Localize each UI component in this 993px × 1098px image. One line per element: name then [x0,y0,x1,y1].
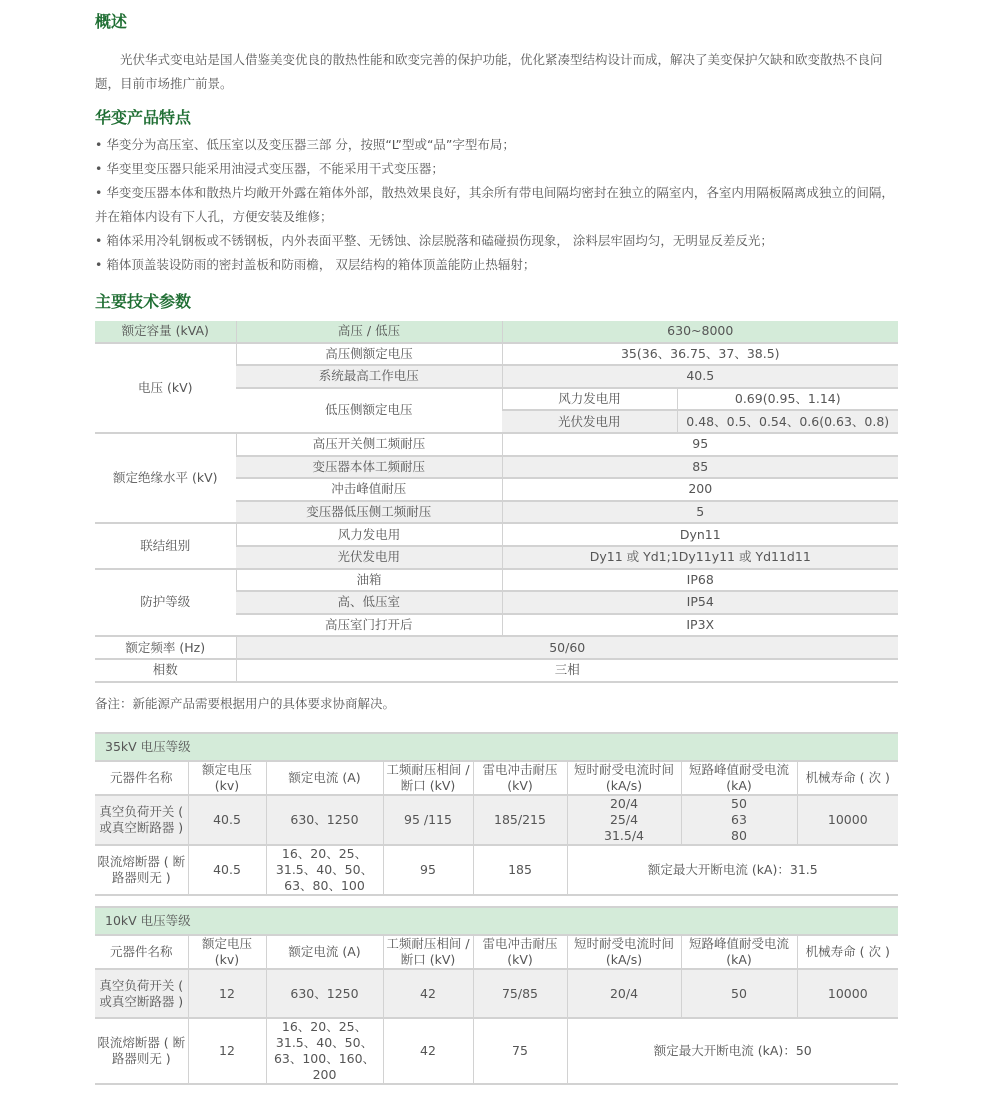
cell: 16、20、25、31.5、40、50、63、100、160、200 [266,1018,383,1084]
feature-item: • 箱体采用冷轧钢板或不锈钢板，内外表面平整、无锈蚀、涂层脱落和磕碰损伤现象， 涂料层牢固均匀，无明显反差反光； [95,233,773,248]
cell: 系统最高工作电压 [236,365,502,388]
features-list [95,133,900,277]
table-row [95,795,898,845]
cell: 风力发电用 [502,388,677,411]
cell: 20/4 25/4 31.5/4 [567,795,681,845]
cell: 电压 (kV) [95,343,236,433]
cell: 40.5 [502,365,898,388]
feature-item: • 华变分为高压室、低压室以及变压器三部 分，按照“L”型或“品”字型布局； [95,137,515,152]
caption: 35kV 电压等级 [95,733,898,761]
cell: 630、1250 [266,969,383,1018]
cell: 5 [502,501,898,524]
col-header: 额定电压 (kv) [188,761,266,795]
cell: 95 [383,845,473,895]
table-35kv [95,732,898,896]
col-header: 短时耐受电流时间 (kA/s) [567,935,681,969]
col-header: 雷电冲击耐压 (kV) [473,761,567,795]
cell: 42 [383,1018,473,1084]
table-row [95,845,898,895]
cell: 85 [502,456,898,479]
cell: 0.48、0.5、0.54、0.6(0.63、0.8) [677,410,898,433]
col-header: 短时耐受电流时间 (kA/s) [567,761,681,795]
cell: 高压 / 低压 [236,321,502,343]
cell: 20/4 [567,969,681,1018]
table-row [95,433,898,456]
cell: 额定频率 (Hz) [95,636,236,659]
col-header: 工频耐压相间 / 断口 (kV) [383,761,473,795]
cell: 75/85 [473,969,567,1018]
cell: 高、低压室 [236,591,502,614]
params-title: 主要技术参数 [95,292,192,311]
cell: 50/60 [236,636,898,659]
cell: 油箱 [236,569,502,592]
cell: 额定最大开断电流 (kA)：50 [567,1018,898,1084]
cell: 42 [383,969,473,1018]
table-row [95,659,898,682]
cell: 40.5 [188,795,266,845]
col-header: 机械寿命 ( 次 ) [797,761,898,795]
cell: 12 [188,969,266,1018]
cell: 额定容量 (kVA) [95,321,236,343]
cell: 联结组别 [95,523,236,568]
cell: 高压开关侧工频耐压 [236,433,502,456]
cell: 高压室门打开后 [236,614,502,637]
cell: 变压器低压侧工频耐压 [236,501,502,524]
table-caption-row [95,907,898,935]
header-row [95,761,898,795]
cell: 40.5 [188,845,266,895]
table-row [95,969,898,1018]
col-header: 短路峰值耐受电流 (kA) [681,761,797,795]
col-header: 机械寿命 ( 次 ) [797,935,898,969]
table-row [95,569,898,592]
cell: Dy11 或 Yd1;1Dy11y11 或 Yd11d11 [502,546,898,569]
cell: 50 63 80 [681,795,797,845]
table-10kv [95,906,898,1085]
params-table [95,321,898,683]
features-title: 华变产品特点 [95,108,192,127]
feature-item: • 箱体顶盖装设防雨的密封盖板和防雨檐， 双层结构的箱体顶盖能防止热辐射； [95,257,536,272]
cell: 630、1250 [266,795,383,845]
cell: 95 [502,433,898,456]
cell: 限流熔断器 ( 断路器则无 ) [95,845,188,895]
cell: 10000 [797,969,898,1018]
cell: 185/215 [473,795,567,845]
cell: 95 /115 [383,795,473,845]
cell: 75 [473,1018,567,1084]
col-header: 工频耐压相间 / 断口 (kV) [383,935,473,969]
col-header: 短路峰值耐受电流 (kA) [681,935,797,969]
cell: 防护等级 [95,569,236,637]
table-row [95,636,898,659]
cell: 630~8000 [502,321,898,343]
feature-item: • 华变变压器本体和散热片均敞开外露在箱体外部，散热效果良好，其余所有带电间隔均密封在独立的隔室内，各室内用隔板隔离成独立的间隔，并在箱体内设有下人孔，方便安装及维修； [95,185,894,224]
cell: 高压侧额定电压 [236,343,502,366]
cell: 额定最大开断电流 (kA)：31.5 [567,845,898,895]
cell: 相数 [95,659,236,682]
cell: 真空负荷开关 ( 或真空断路器 ) [95,795,188,845]
cell: Dyn11 [502,523,898,546]
cell: IP68 [502,569,898,592]
col-header: 额定电流 (A) [266,935,383,969]
header-row [95,935,898,969]
col-header: 额定电流 (A) [266,761,383,795]
table-caption-row [95,733,898,761]
cell: 光伏发电用 [502,410,677,433]
caption: 10kV 电压等级 [95,907,898,935]
params-note: 备注：新能源产品需要根据用户的具体要求协商解决。 [95,696,396,711]
cell: 风力发电用 [236,523,502,546]
table-row [95,321,898,343]
cell: 冲击峰值耐压 [236,478,502,501]
cell: 光伏发电用 [236,546,502,569]
feature-item: • 华变里变压器只能采用油浸式变压器，不能采用干式变压器； [95,161,444,176]
cell: 变压器本体工频耐压 [236,456,502,479]
col-header: 元器件名称 [95,761,188,795]
cell: 12 [188,1018,266,1084]
cell: 200 [502,478,898,501]
table-row [95,523,898,546]
cell: 限流熔断器 ( 断路器则无 ) [95,1018,188,1084]
cell: 三相 [236,659,898,682]
table-row [95,1018,898,1084]
cell: 10000 [797,795,898,845]
cell: 真空负荷开关 ( 或真空断路器 ) [95,969,188,1018]
table-row [95,343,898,366]
col-header: 元器件名称 [95,935,188,969]
cell: 额定绝缘水平 (kV) [95,433,236,523]
cell: IP54 [502,591,898,614]
overview-text: 光伏华式变电站是国人借鉴美变优良的散热性能和欧变完善的保护功能，优化紧凑型结构设计而成，解决了美变保护欠缺和欧变散热不良问题，目前市场推广前景。 [95,52,883,91]
cell: 50 [681,969,797,1018]
cell: 185 [473,845,567,895]
col-header: 额定电压 (kv) [188,935,266,969]
cell: 0.69(0.95、1.14) [677,388,898,411]
cell: 16、20、25、31.5、40、50、63、80、100 [266,845,383,895]
cell: IP3X [502,614,898,637]
cell: 低压侧额定电压 [236,388,502,433]
overview-title: 概述 [95,12,128,31]
cell: 35(36、36.75、37、38.5) [502,343,898,366]
col-header: 雷电冲击耐压 (kV) [473,935,567,969]
